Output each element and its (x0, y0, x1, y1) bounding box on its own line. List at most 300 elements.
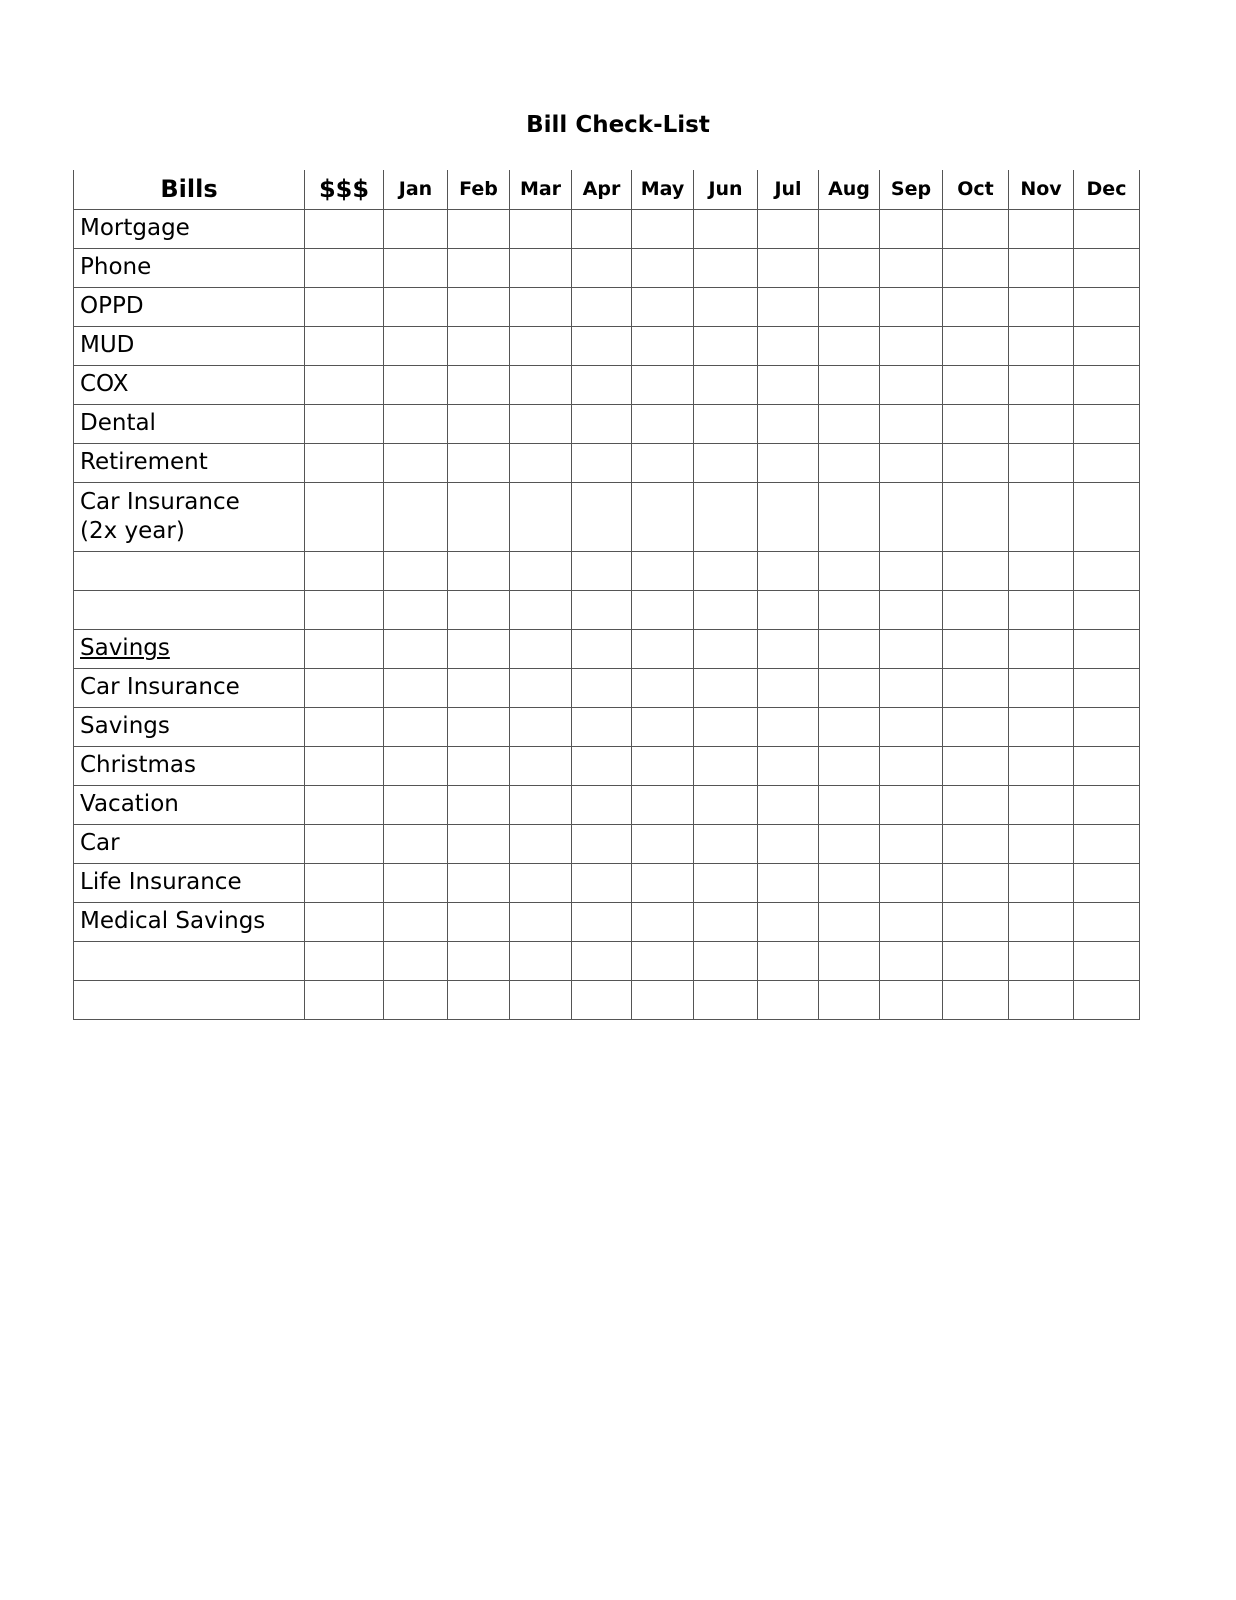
check-cell-aug[interactable] (819, 287, 880, 326)
bill-label-cell (74, 785, 305, 824)
table-row (74, 824, 1140, 863)
check-cell-oct[interactable] (943, 482, 1009, 551)
bill-label: Christmas (80, 752, 196, 778)
check-cell-jul[interactable] (758, 746, 819, 785)
check-cell-may[interactable] (632, 746, 694, 785)
check-cell-may[interactable] (632, 668, 694, 707)
check-cell-nov[interactable] (1009, 590, 1074, 629)
check-cell-aug[interactable] (819, 590, 880, 629)
check-cell-oct[interactable] (943, 941, 1009, 980)
check-cell-apr[interactable] (572, 482, 632, 551)
check-cell-mar[interactable] (510, 629, 572, 668)
check-cell-jun[interactable] (694, 902, 758, 941)
check-cell-aug[interactable] (819, 941, 880, 980)
check-cell-sep[interactable] (880, 824, 943, 863)
check-cell-jul[interactable] (758, 668, 819, 707)
header-month-sep: Sep (880, 170, 943, 209)
bill-label-cell (74, 863, 305, 902)
bill-label: Mortgage (80, 215, 190, 241)
check-cell-aug[interactable] (819, 482, 880, 551)
check-cell-jan[interactable] (384, 941, 448, 980)
amount-cell[interactable] (305, 980, 384, 1019)
header-amount: $$$ (305, 170, 384, 209)
bill-checklist-table (73, 170, 1140, 1020)
check-cell-apr[interactable] (572, 326, 632, 365)
bill-label-cell (74, 209, 305, 248)
check-cell-apr[interactable] (572, 746, 632, 785)
amount-cell[interactable] (305, 824, 384, 863)
check-cell-jun[interactable] (694, 746, 758, 785)
bill-label: Phone (80, 254, 152, 280)
amount-cell[interactable] (305, 482, 384, 551)
check-cell-may[interactable] (632, 824, 694, 863)
check-cell-jan[interactable] (384, 707, 448, 746)
check-cell-dec[interactable] (1074, 980, 1140, 1019)
check-cell-may[interactable] (632, 707, 694, 746)
check-cell-feb[interactable] (448, 287, 510, 326)
check-cell-may[interactable] (632, 551, 694, 590)
check-cell-may[interactable] (632, 941, 694, 980)
bill-label: COX (80, 371, 129, 397)
amount-cell[interactable] (305, 551, 384, 590)
check-cell-jun[interactable] (694, 707, 758, 746)
check-cell-apr[interactable] (572, 824, 632, 863)
check-cell-feb[interactable] (448, 629, 510, 668)
bill-label: OPPD (80, 293, 144, 319)
check-cell-jun[interactable] (694, 668, 758, 707)
check-cell-sep[interactable] (880, 287, 943, 326)
check-cell-nov[interactable] (1009, 863, 1074, 902)
amount-cell[interactable] (305, 248, 384, 287)
check-cell-apr[interactable] (572, 980, 632, 1019)
check-cell-mar[interactable] (510, 209, 572, 248)
check-cell-dec[interactable] (1074, 941, 1140, 980)
check-cell-feb[interactable] (448, 785, 510, 824)
check-cell-oct[interactable] (943, 668, 1009, 707)
bill-label: Dental (80, 410, 156, 436)
check-cell-may[interactable] (632, 404, 694, 443)
check-cell-sep[interactable] (880, 785, 943, 824)
check-cell-jul[interactable] (758, 941, 819, 980)
check-cell-jul[interactable] (758, 443, 819, 482)
check-cell-jul[interactable] (758, 785, 819, 824)
check-cell-dec[interactable] (1074, 287, 1140, 326)
check-cell-oct[interactable] (943, 248, 1009, 287)
check-cell-jul[interactable] (758, 248, 819, 287)
check-cell-mar[interactable] (510, 248, 572, 287)
check-cell-aug[interactable] (819, 551, 880, 590)
check-cell-jun[interactable] (694, 863, 758, 902)
amount-cell[interactable] (305, 941, 384, 980)
header-bills: Bills (74, 170, 305, 209)
check-cell-jun[interactable] (694, 443, 758, 482)
check-cell-apr[interactable] (572, 365, 632, 404)
check-cell-jul[interactable] (758, 482, 819, 551)
check-cell-feb[interactable] (448, 746, 510, 785)
bill-label: Car Insurance (80, 488, 240, 515)
check-cell-dec[interactable] (1074, 404, 1140, 443)
amount-cell[interactable] (305, 707, 384, 746)
check-cell-jun[interactable] (694, 824, 758, 863)
check-cell-aug[interactable] (819, 902, 880, 941)
check-cell-aug[interactable] (819, 248, 880, 287)
check-cell-mar[interactable] (510, 365, 572, 404)
check-cell-mar[interactable] (510, 326, 572, 365)
check-cell-jul[interactable] (758, 551, 819, 590)
check-cell-feb[interactable] (448, 824, 510, 863)
check-cell-mar[interactable] (510, 551, 572, 590)
check-cell-jun[interactable] (694, 980, 758, 1019)
check-cell-feb[interactable] (448, 404, 510, 443)
check-cell-oct[interactable] (943, 590, 1009, 629)
check-cell-apr[interactable] (572, 629, 632, 668)
check-cell-aug[interactable] (819, 863, 880, 902)
check-cell-dec[interactable] (1074, 326, 1140, 365)
check-cell-jun[interactable] (694, 482, 758, 551)
table-row (74, 482, 1140, 551)
check-cell-jul[interactable] (758, 404, 819, 443)
check-cell-jan[interactable] (384, 365, 448, 404)
check-cell-feb[interactable] (448, 443, 510, 482)
check-cell-dec[interactable] (1074, 482, 1140, 551)
check-cell-jul[interactable] (758, 863, 819, 902)
check-cell-mar[interactable] (510, 746, 572, 785)
check-cell-nov[interactable] (1009, 326, 1074, 365)
check-cell-mar[interactable] (510, 707, 572, 746)
check-cell-feb[interactable] (448, 326, 510, 365)
check-cell-aug[interactable] (819, 980, 880, 1019)
bill-label-note: (2x year) (80, 517, 185, 544)
check-cell-apr[interactable] (572, 209, 632, 248)
check-cell-feb[interactable] (448, 863, 510, 902)
check-cell-dec[interactable] (1074, 209, 1140, 248)
check-cell-aug[interactable] (819, 785, 880, 824)
check-cell-jan[interactable] (384, 590, 448, 629)
check-cell-jun[interactable] (694, 551, 758, 590)
check-cell-dec[interactable] (1074, 746, 1140, 785)
check-cell-nov[interactable] (1009, 824, 1074, 863)
check-cell-jan[interactable] (384, 824, 448, 863)
check-cell-nov[interactable] (1009, 209, 1074, 248)
check-cell-mar[interactable] (510, 590, 572, 629)
check-cell-may[interactable] (632, 365, 694, 404)
check-cell-dec[interactable] (1074, 365, 1140, 404)
check-cell-jun[interactable] (694, 404, 758, 443)
check-cell-jun[interactable] (694, 941, 758, 980)
check-cell-oct[interactable] (943, 209, 1009, 248)
check-cell-oct[interactable] (943, 785, 1009, 824)
check-cell-sep[interactable] (880, 707, 943, 746)
amount-cell[interactable] (305, 668, 384, 707)
check-cell-jul[interactable] (758, 287, 819, 326)
check-cell-apr[interactable] (572, 668, 632, 707)
table-row (74, 941, 1140, 980)
table-row (74, 443, 1140, 482)
check-cell-dec[interactable] (1074, 785, 1140, 824)
check-cell-jul[interactable] (758, 590, 819, 629)
check-cell-apr[interactable] (572, 863, 632, 902)
check-cell-mar[interactable] (510, 404, 572, 443)
check-cell-sep[interactable] (880, 668, 943, 707)
check-cell-apr[interactable] (572, 287, 632, 326)
check-cell-jan[interactable] (384, 287, 448, 326)
check-cell-sep[interactable] (880, 443, 943, 482)
check-cell-sep[interactable] (880, 209, 943, 248)
check-cell-may[interactable] (632, 443, 694, 482)
check-cell-jan[interactable] (384, 482, 448, 551)
check-cell-sep[interactable] (880, 326, 943, 365)
check-cell-apr[interactable] (572, 248, 632, 287)
check-cell-aug[interactable] (819, 668, 880, 707)
check-cell-feb[interactable] (448, 668, 510, 707)
check-cell-may[interactable] (632, 629, 694, 668)
check-cell-jul[interactable] (758, 209, 819, 248)
check-cell-feb[interactable] (448, 551, 510, 590)
bill-label: Savings (80, 713, 170, 739)
check-cell-sep[interactable] (880, 629, 943, 668)
check-cell-feb[interactable] (448, 941, 510, 980)
check-cell-sep[interactable] (880, 482, 943, 551)
check-cell-nov[interactable] (1009, 902, 1074, 941)
check-cell-mar[interactable] (510, 980, 572, 1019)
check-cell-aug[interactable] (819, 824, 880, 863)
check-cell-oct[interactable] (943, 902, 1009, 941)
check-cell-jan[interactable] (384, 902, 448, 941)
check-cell-oct[interactable] (943, 551, 1009, 590)
check-cell-jan[interactable] (384, 980, 448, 1019)
check-cell-dec[interactable] (1074, 863, 1140, 902)
check-cell-dec[interactable] (1074, 248, 1140, 287)
check-cell-sep[interactable] (880, 590, 943, 629)
check-cell-oct[interactable] (943, 404, 1009, 443)
check-cell-jun[interactable] (694, 365, 758, 404)
check-cell-jan[interactable] (384, 629, 448, 668)
check-cell-oct[interactable] (943, 365, 1009, 404)
check-cell-sep[interactable] (880, 941, 943, 980)
table-row (74, 746, 1140, 785)
check-cell-jan[interactable] (384, 248, 448, 287)
check-cell-dec[interactable] (1074, 824, 1140, 863)
check-cell-jan[interactable] (384, 209, 448, 248)
bill-label-cell (74, 980, 305, 1019)
check-cell-mar[interactable] (510, 863, 572, 902)
check-cell-may[interactable] (632, 785, 694, 824)
check-cell-jul[interactable] (758, 326, 819, 365)
amount-cell[interactable] (305, 590, 384, 629)
check-cell-nov[interactable] (1009, 404, 1074, 443)
check-cell-nov[interactable] (1009, 248, 1074, 287)
check-cell-jul[interactable] (758, 707, 819, 746)
check-cell-apr[interactable] (572, 707, 632, 746)
check-cell-dec[interactable] (1074, 707, 1140, 746)
check-cell-mar[interactable] (510, 902, 572, 941)
check-cell-oct[interactable] (943, 629, 1009, 668)
check-cell-jul[interactable] (758, 824, 819, 863)
check-cell-may[interactable] (632, 326, 694, 365)
check-cell-nov[interactable] (1009, 482, 1074, 551)
header-month-oct: Oct (943, 170, 1009, 209)
check-cell-apr[interactable] (572, 443, 632, 482)
bill-label-cell (74, 668, 305, 707)
check-cell-jan[interactable] (384, 551, 448, 590)
check-cell-feb[interactable] (448, 209, 510, 248)
check-cell-jun[interactable] (694, 287, 758, 326)
amount-cell[interactable] (305, 746, 384, 785)
amount-cell[interactable] (305, 209, 384, 248)
check-cell-oct[interactable] (943, 326, 1009, 365)
check-cell-oct[interactable] (943, 746, 1009, 785)
table-row (74, 209, 1140, 248)
check-cell-sep[interactable] (880, 902, 943, 941)
check-cell-sep[interactable] (880, 551, 943, 590)
check-cell-dec[interactable] (1074, 629, 1140, 668)
check-cell-feb[interactable] (448, 248, 510, 287)
check-cell-aug[interactable] (819, 707, 880, 746)
check-cell-nov[interactable] (1009, 629, 1074, 668)
check-cell-aug[interactable] (819, 629, 880, 668)
check-cell-nov[interactable] (1009, 287, 1074, 326)
check-cell-apr[interactable] (572, 902, 632, 941)
check-cell-dec[interactable] (1074, 590, 1140, 629)
check-cell-feb[interactable] (448, 590, 510, 629)
header-month-apr: Apr (572, 170, 632, 209)
bill-label-cell (74, 551, 305, 590)
check-cell-sep[interactable] (880, 746, 943, 785)
table-row (74, 551, 1140, 590)
check-cell-mar[interactable] (510, 785, 572, 824)
bill-label: Medical Savings (80, 908, 266, 934)
check-cell-aug[interactable] (819, 404, 880, 443)
check-cell-jun[interactable] (694, 629, 758, 668)
check-cell-apr[interactable] (572, 590, 632, 629)
check-cell-jan[interactable] (384, 443, 448, 482)
table-row (74, 629, 1140, 668)
amount-cell[interactable] (305, 365, 384, 404)
check-cell-jun[interactable] (694, 326, 758, 365)
check-cell-apr[interactable] (572, 941, 632, 980)
check-cell-jul[interactable] (758, 365, 819, 404)
check-cell-jun[interactable] (694, 248, 758, 287)
check-cell-sep[interactable] (880, 248, 943, 287)
check-cell-nov[interactable] (1009, 551, 1074, 590)
check-cell-aug[interactable] (819, 365, 880, 404)
amount-cell[interactable] (305, 629, 384, 668)
check-cell-jul[interactable] (758, 980, 819, 1019)
check-cell-jul[interactable] (758, 902, 819, 941)
amount-cell[interactable] (305, 863, 384, 902)
check-cell-may[interactable] (632, 590, 694, 629)
check-cell-mar[interactable] (510, 287, 572, 326)
check-cell-oct[interactable] (943, 980, 1009, 1019)
bill-label-cell (74, 404, 305, 443)
check-cell-nov[interactable] (1009, 785, 1074, 824)
check-cell-mar[interactable] (510, 668, 572, 707)
table-row (74, 590, 1140, 629)
table-row (74, 365, 1140, 404)
check-cell-oct[interactable] (943, 287, 1009, 326)
check-cell-feb[interactable] (448, 980, 510, 1019)
check-cell-apr[interactable] (572, 785, 632, 824)
check-cell-jan[interactable] (384, 668, 448, 707)
check-cell-jun[interactable] (694, 209, 758, 248)
check-cell-may[interactable] (632, 209, 694, 248)
check-cell-sep[interactable] (880, 863, 943, 902)
bill-label-cell (74, 746, 305, 785)
check-cell-may[interactable] (632, 863, 694, 902)
check-cell-mar[interactable] (510, 941, 572, 980)
check-cell-dec[interactable] (1074, 902, 1140, 941)
check-cell-feb[interactable] (448, 365, 510, 404)
check-cell-oct[interactable] (943, 824, 1009, 863)
bill-label-cell (74, 902, 305, 941)
check-cell-dec[interactable] (1074, 668, 1140, 707)
amount-cell[interactable] (305, 785, 384, 824)
check-cell-jun[interactable] (694, 785, 758, 824)
check-cell-mar[interactable] (510, 482, 572, 551)
check-cell-apr[interactable] (572, 404, 632, 443)
header-month-jan: Jan (384, 170, 448, 209)
check-cell-jan[interactable] (384, 863, 448, 902)
table-row (74, 404, 1140, 443)
check-cell-may[interactable] (632, 482, 694, 551)
check-cell-feb[interactable] (448, 482, 510, 551)
check-cell-may[interactable] (632, 902, 694, 941)
check-cell-mar[interactable] (510, 824, 572, 863)
amount-cell[interactable] (305, 287, 384, 326)
check-cell-aug[interactable] (819, 746, 880, 785)
check-cell-sep[interactable] (880, 404, 943, 443)
check-cell-aug[interactable] (819, 443, 880, 482)
check-cell-oct[interactable] (943, 707, 1009, 746)
check-cell-sep[interactable] (880, 980, 943, 1019)
check-cell-jan[interactable] (384, 404, 448, 443)
check-cell-feb[interactable] (448, 707, 510, 746)
check-cell-dec[interactable] (1074, 443, 1140, 482)
check-cell-jan[interactable] (384, 746, 448, 785)
check-cell-jun[interactable] (694, 590, 758, 629)
bill-label-cell (74, 365, 305, 404)
check-cell-may[interactable] (632, 287, 694, 326)
amount-cell[interactable] (305, 404, 384, 443)
check-cell-aug[interactable] (819, 326, 880, 365)
check-cell-jan[interactable] (384, 326, 448, 365)
check-cell-may[interactable] (632, 248, 694, 287)
check-cell-oct[interactable] (943, 863, 1009, 902)
amount-cell[interactable] (305, 443, 384, 482)
page-title: Bill Check-List (526, 112, 710, 138)
check-cell-mar[interactable] (510, 443, 572, 482)
check-cell-feb[interactable] (448, 902, 510, 941)
check-cell-apr[interactable] (572, 551, 632, 590)
check-cell-nov[interactable] (1009, 746, 1074, 785)
check-cell-nov[interactable] (1009, 443, 1074, 482)
check-cell-nov[interactable] (1009, 980, 1074, 1019)
check-cell-nov[interactable] (1009, 668, 1074, 707)
check-cell-aug[interactable] (819, 209, 880, 248)
check-cell-may[interactable] (632, 980, 694, 1019)
amount-cell[interactable] (305, 326, 384, 365)
amount-cell[interactable] (305, 902, 384, 941)
check-cell-nov[interactable] (1009, 941, 1074, 980)
header-month-aug: Aug (819, 170, 880, 209)
check-cell-jan[interactable] (384, 785, 448, 824)
check-cell-oct[interactable] (943, 443, 1009, 482)
check-cell-nov[interactable] (1009, 707, 1074, 746)
check-cell-sep[interactable] (880, 365, 943, 404)
check-cell-nov[interactable] (1009, 365, 1074, 404)
check-cell-jul[interactable] (758, 629, 819, 668)
check-cell-dec[interactable] (1074, 551, 1140, 590)
